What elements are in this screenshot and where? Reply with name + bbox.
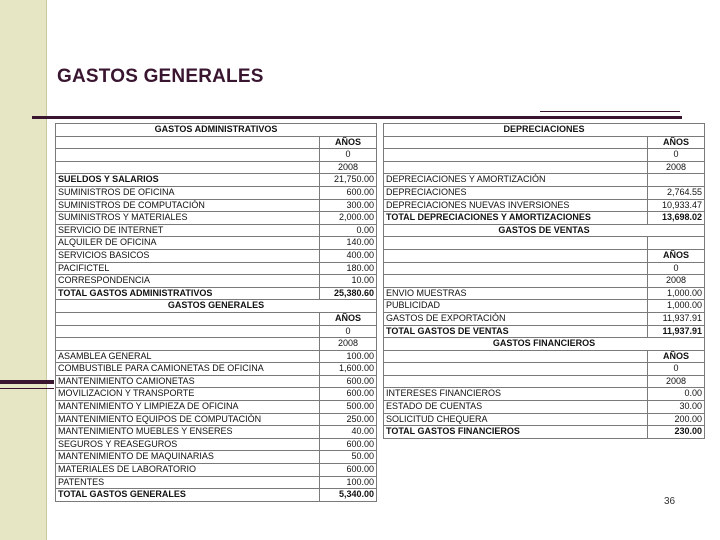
total-row: [384, 426, 705, 439]
right-expense-table: [383, 123, 705, 439]
row-value: 40.00: [320, 426, 377, 439]
ventas-blank-cell: [384, 275, 648, 288]
row-label: PUBLICIDAD: [384, 300, 648, 313]
financieros-blank-cell: [384, 375, 648, 388]
generales-anos-header: AÑOS: [320, 312, 377, 325]
row-label: MANTENIMIENTO CAMIONETAS: [56, 375, 320, 388]
ventas-blank-cell: [384, 262, 648, 275]
row-label: PACIFICTEL: [56, 262, 320, 275]
table-row: [56, 275, 377, 288]
depreciaciones-blank-cell: [384, 136, 648, 149]
depreciaciones-year: 2008: [648, 161, 705, 174]
row-label: PATENTES: [56, 476, 320, 489]
depreciaciones-anos-header: AÑOS: [648, 136, 705, 149]
row-label: SERVICIOS BASICOS: [56, 249, 320, 262]
row-value: 400.00: [320, 249, 377, 262]
row-label: MANTENIMIENTO DE MAQUINARIAS: [56, 451, 320, 464]
table-row: [384, 300, 705, 313]
admin-blank-cell: [56, 161, 320, 174]
ventas-year: 2008: [648, 275, 705, 288]
row-label: SERVICIO DE INTERNET: [56, 224, 320, 237]
admin-year: 2008: [320, 161, 377, 174]
depreciaciones-period: 0: [648, 149, 705, 162]
row-value: 0.00: [648, 388, 705, 401]
row-value: 600.00: [320, 388, 377, 401]
table-row: [56, 476, 377, 489]
table-row: [56, 350, 377, 363]
generales-blank-cell: [56, 338, 320, 351]
table-row: [56, 224, 377, 237]
table-row: [56, 363, 377, 376]
row-value: 250.00: [320, 413, 377, 426]
total-value: 5,340.00: [320, 489, 377, 502]
row-value: 600.00: [320, 438, 377, 451]
row-label: MATERIALES DE LABORATORIO: [56, 464, 320, 477]
ventas-blank-cell: [384, 249, 648, 262]
table-row: [56, 262, 377, 275]
row-value: 21,750.00: [320, 174, 377, 187]
table-row: [56, 451, 377, 464]
financieros-blank-cell: [384, 350, 648, 363]
row-label: GASTOS DE EXPORTACIÓN: [384, 312, 648, 325]
depreciaciones-blank-cell: [384, 149, 648, 162]
admin-blank-cell: [56, 136, 320, 149]
row-label: COMBUSTIBLE PARA CAMIONETAS DE OFICINA: [56, 363, 320, 376]
admin-blank-cell: [56, 149, 320, 162]
row-label: SUMINISTROS DE COMPUTACIÓN: [56, 199, 320, 212]
row-value: 50.00: [320, 451, 377, 464]
row-label: DEPRECIACIONES: [384, 186, 648, 199]
row-value: 0.00: [320, 224, 377, 237]
table-row: [56, 375, 377, 388]
slide-number: 36: [664, 496, 676, 507]
table-row: [56, 199, 377, 212]
row-label: MOVILIZACION Y TRANSPORTE: [56, 388, 320, 401]
row-value: 180.00: [320, 262, 377, 275]
generales-blank-cell: [56, 312, 320, 325]
row-label: MANTENIMIENTO Y LIMPIEZA DE OFICINA: [56, 401, 320, 414]
table-row: [384, 388, 705, 401]
total-value: 230.00: [648, 426, 705, 439]
row-label: SUMINISTROS Y MATERIALES: [56, 212, 320, 225]
row-value: 1,000.00: [648, 300, 705, 313]
generales-year: 2008: [320, 338, 377, 351]
slide-title: GASTOS GENERALES: [57, 66, 264, 87]
row-value: 30.00: [648, 401, 705, 414]
row-label: ALQUILER DE OFICINA: [56, 237, 320, 250]
table-row: [56, 237, 377, 250]
row-value: 1,600.00: [320, 363, 377, 376]
table-row: [56, 413, 377, 426]
admin-anos-header: AÑOS: [320, 136, 377, 149]
row-value: 200.00: [648, 413, 705, 426]
row-label: CORRESPONDENCIA: [56, 275, 320, 288]
financieros-period: 0: [648, 363, 705, 376]
financieros-section-title: GASTOS FINANCIEROS: [384, 338, 705, 351]
total-row: [384, 212, 705, 225]
table-row: [56, 464, 377, 477]
sidebar-accent-line: [0, 388, 54, 389]
row-value: 600.00: [320, 464, 377, 477]
row-value: 600.00: [320, 375, 377, 388]
row-value: 2,764.55: [648, 186, 705, 199]
row-label: SOLICITUD CHEQUERA: [384, 413, 648, 426]
table-row: [56, 249, 377, 262]
admin-period: 0: [320, 149, 377, 162]
financieros-blank-cell: [384, 363, 648, 376]
depreciaciones-section-title: DEPRECIACIONES: [384, 124, 705, 137]
table-row: [384, 199, 705, 212]
depreciaciones-blank-cell: [384, 161, 648, 174]
table-row: [56, 426, 377, 439]
row-value: 300.00: [320, 199, 377, 212]
total-label: TOTAL GASTOS FINANCIEROS: [384, 426, 648, 439]
table-row: [56, 212, 377, 225]
row-value: 600.00: [320, 186, 377, 199]
admin-section-title: GASTOS ADMINISTRATIVOS: [56, 124, 377, 137]
table-row: [56, 186, 377, 199]
ventas-period: 0: [648, 262, 705, 275]
row-label: SUELDOS Y SALARIOS: [56, 174, 320, 187]
table-row: [384, 312, 705, 325]
total-label: TOTAL DEPRECIACIONES Y AMORTIZACIONES: [384, 212, 648, 225]
row-label: INTERESES FINANCIEROS: [384, 388, 648, 401]
table-row: [384, 174, 705, 187]
generales-blank-cell: [56, 325, 320, 338]
table-row: [56, 438, 377, 451]
row-value: 10,933.47: [648, 199, 705, 212]
row-value: 10.00: [320, 275, 377, 288]
financieros-anos-header: AÑOS: [648, 350, 705, 363]
table-row: [56, 401, 377, 414]
row-label: ASAMBLEA GENERAL: [56, 350, 320, 363]
row-label: ENVIO MUESTRAS: [384, 287, 648, 300]
total-value: 11,937.91: [648, 325, 705, 338]
row-value: 140.00: [320, 237, 377, 250]
financieros-year: 2008: [648, 375, 705, 388]
left-expense-table: [55, 123, 377, 502]
total-label: TOTAL GASTOS ADMINISTRATIVOS: [56, 287, 320, 300]
table-row: [384, 186, 705, 199]
row-value: 11,937.91: [648, 312, 705, 325]
row-value: 500.00: [320, 401, 377, 414]
row-label: SEGUROS Y REASEGUROS: [56, 438, 320, 451]
row-label: DEPRECIACIONES NUEVAS INVERSIONES: [384, 199, 648, 212]
row-label: MANTENIMIENTO MUEBLES Y ENSERES: [56, 426, 320, 439]
sidebar-accent-bar: [0, 380, 54, 384]
row-label: DEPRECIACIONES Y AMORTIZACIÓN: [384, 174, 648, 187]
total-row: [56, 287, 377, 300]
row-value: 100.00: [320, 350, 377, 363]
row-label: ESTADO DE CUENTAS: [384, 401, 648, 414]
title-accent-line: [540, 111, 680, 112]
table-row: [56, 388, 377, 401]
generales-period: 0: [320, 325, 377, 338]
ventas-blank-value: [648, 237, 705, 250]
ventas-blank-cell: [384, 237, 648, 250]
row-value: 1,000.00: [648, 287, 705, 300]
table-row: [384, 413, 705, 426]
total-label: TOTAL GASTOS DE VENTAS: [384, 325, 648, 338]
table-row: [56, 174, 377, 187]
ventas-anos-header: AÑOS: [648, 249, 705, 262]
table-row: [384, 287, 705, 300]
title-underline: [32, 116, 682, 119]
total-row: [56, 489, 377, 502]
total-row: [384, 325, 705, 338]
sidebar-divider: [46, 0, 47, 540]
total-value: 25,380.60: [320, 287, 377, 300]
row-label: SUMINISTROS DE OFICINA: [56, 186, 320, 199]
row-value: [648, 174, 705, 187]
total-label: TOTAL GASTOS GENERALES: [56, 489, 320, 502]
slide-sidebar: [0, 0, 46, 540]
total-value: 13,698.02: [648, 212, 705, 225]
table-row: [384, 401, 705, 414]
generales-section-title: GASTOS GENERALES: [56, 300, 377, 313]
row-value: 100.00: [320, 476, 377, 489]
row-label: MANTENIMIENTO EQUIPOS DE COMPUTACIÓN: [56, 413, 320, 426]
row-value: 2,000.00: [320, 212, 377, 225]
ventas-section-title: GASTOS DE VENTAS: [384, 224, 705, 237]
